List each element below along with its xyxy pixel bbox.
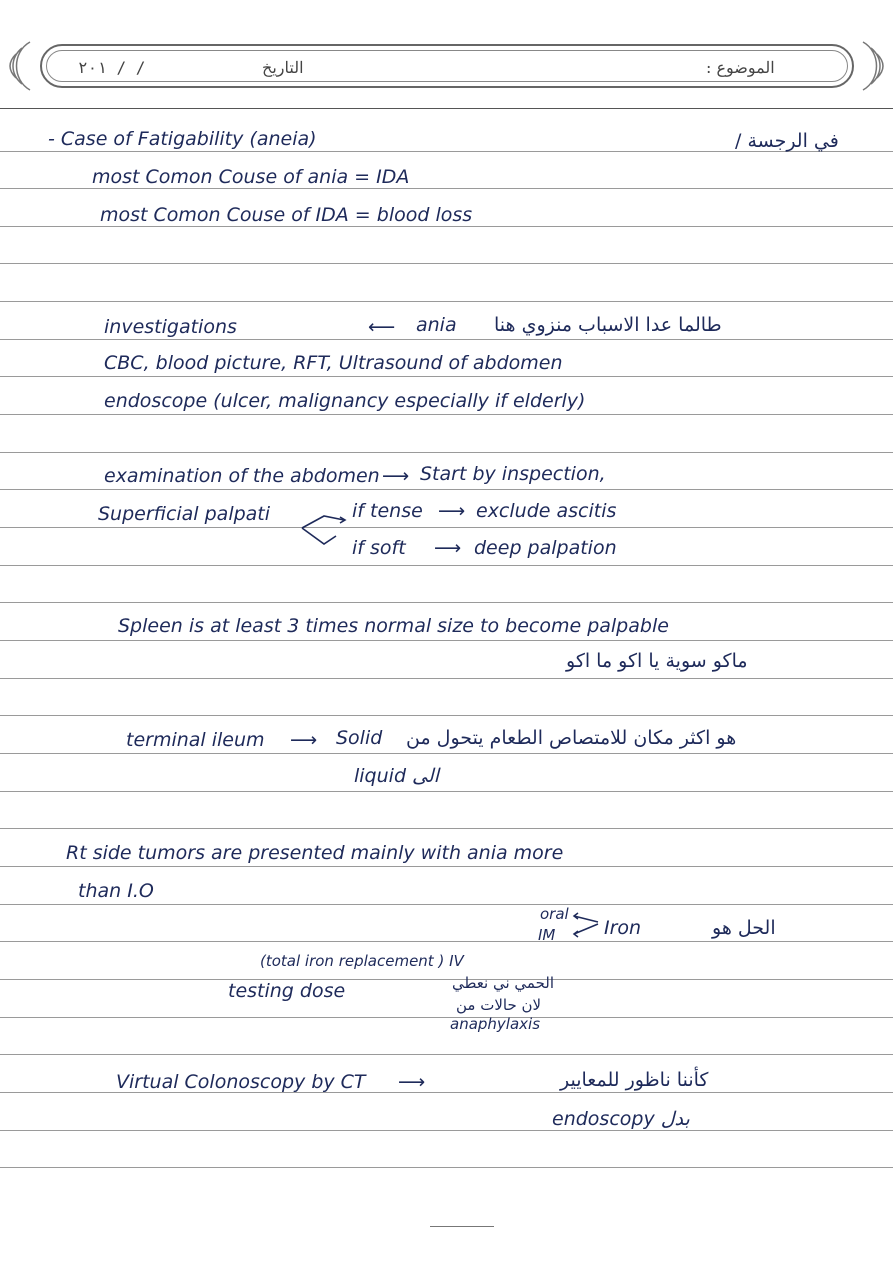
arabic-top-note: في الرجسة / [735,130,839,152]
virtual-arabic: كأننا ناظور للمعايير [560,1069,709,1091]
endoscopy-line: endoscopy بدل [552,1108,690,1130]
left-ornament-icon [6,38,36,94]
superficial-line: Superficial palpati [98,503,271,525]
cause-anemia-line: most Comon Couse of ania = IDA [92,166,410,188]
date-label: التاريخ [262,58,304,77]
right-arrow-icon: ⟶ [382,465,410,487]
date-slots: ٢٠١ / / [78,58,146,77]
anemia-label: ania [416,314,457,336]
right-arrow-icon: ⟶ [398,1071,426,1093]
right-ornament-icon [857,38,887,94]
anaphylaxis-label: anaphylaxis [450,1015,541,1033]
exclude-ascitis: exclude ascitis [476,500,617,522]
testing-dose: testing dose [228,980,346,1002]
spleen-arabic: ماكو سوية يا اكو ما اكو [566,650,748,672]
testing-arabic-2: لان حالات من [456,996,542,1014]
bottom-dash [430,1226,494,1227]
endoscope-line: endoscope (ulcer, malignancy especially if elderly) [104,390,586,412]
rt-side-line: Rt side tumors are presented mainly with ania more [66,842,564,864]
examination-line: examination of the abdomen [104,465,380,487]
liquid-label: liquid الى [354,765,439,787]
case-line: - Case of Fatigability (aneia) [48,128,317,150]
testing-arabic-1: الحمي ني نعطي [452,974,555,992]
route-arrows-icon [572,910,602,940]
spleen-line: Spleen is at least 3 times normal size to become palpable [118,615,669,637]
terminal-arabic: هو اكثر مكان للامتصاص الطعام يتحول من [406,727,737,749]
terminal-ileum: terminal ileum [126,729,265,751]
branch-arrow-icon [300,506,348,550]
investigations-heading: investigations [104,316,237,338]
right-arrow-icon: ⟶ [434,537,462,559]
oral-label: oral [540,905,569,923]
than-line: than I.O [78,880,154,902]
soft-label: if soft [352,537,406,559]
tense-label: if tense [352,500,423,522]
iron-label: Iron [604,917,642,939]
right-arrow-icon: ⟶ [438,500,466,522]
cause-ida-line: most Comon Couse of IDA = blood loss [100,204,473,226]
solid-label: Solid [336,727,383,749]
iv-line: (total iron replacement ) IV [260,952,464,970]
deep-palpation: deep palpation [474,537,617,559]
left-arrow-icon: ⟵ [368,316,396,338]
arabic-question: طالما عدا الاسباب منزوي هنا [494,314,722,336]
subject-label: الموضوع : [706,58,775,77]
exam-result: Start by inspection, [420,463,606,485]
cbc-line: CBC, blood picture, RFT, Ultrasound of abdomen [104,352,563,374]
right-arrow-icon: ⟶ [290,729,318,751]
im-label: IM [538,926,556,944]
virtual-colonoscopy: Virtual Colonoscopy by CT [116,1071,366,1093]
iron-arabic: الحل هو [712,917,776,939]
